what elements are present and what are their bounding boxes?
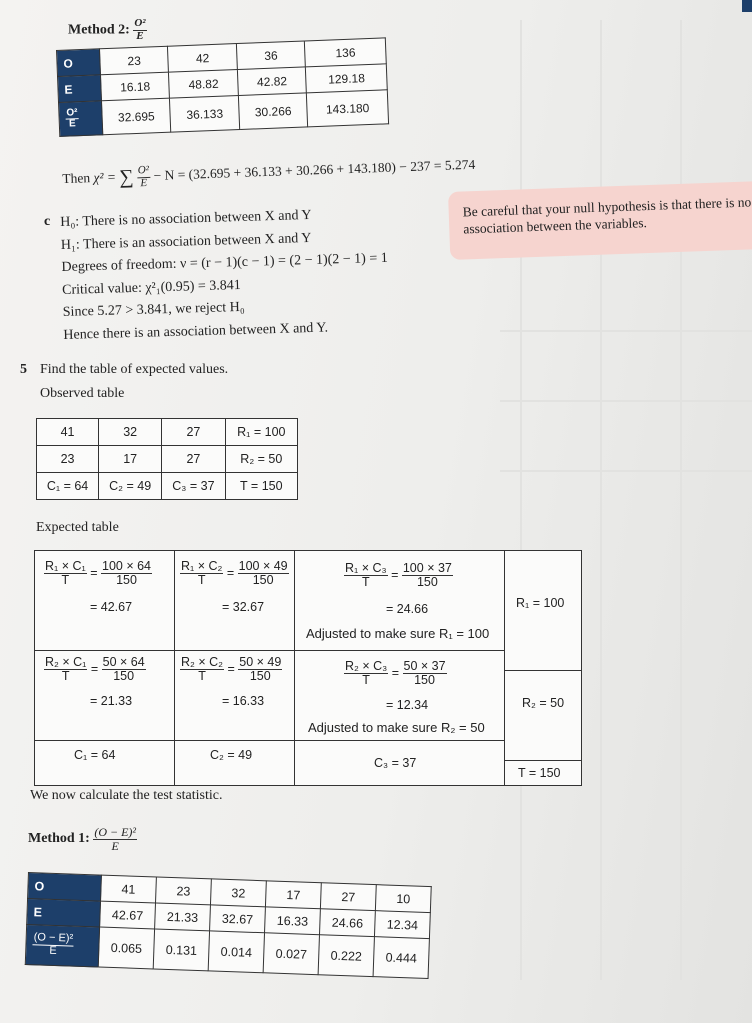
fraction-numerator: 50 × 49 <box>239 655 282 669</box>
column-total: C₁ = 64 <box>74 748 116 762</box>
method2-fraction <box>133 18 146 42</box>
row-label: O <box>57 49 101 77</box>
expected-result: = 12.34 <box>386 698 429 712</box>
part-c-block <box>60 203 390 347</box>
bg-grid-line <box>600 20 602 980</box>
fraction-numerator: (O − E)² <box>33 931 74 946</box>
table-cell: C₂ = 49 <box>99 473 162 500</box>
table-cell: 32 <box>210 879 266 907</box>
adjusted-note: Adjusted to make sure R₂ = 50 <box>308 720 485 735</box>
fraction-denominator: 150 <box>416 575 438 590</box>
table-cell: 12.34 <box>374 911 430 939</box>
fraction-numerator: R₂ × C₃ <box>345 659 388 673</box>
expected-cell-r2c2: $\frac{\text{R₂ × C₂}}{T}$ = $\frac{50 \times 49}{150}$ <box>181 655 282 684</box>
method1-heading-text: Method 1: <box>28 831 90 847</box>
callout-text: Be careful that your null hypothesis is that there is no association between the variables. <box>462 194 752 237</box>
test-stat-text <box>30 788 222 804</box>
adjusted-note: Adjusted to make sure R₁ = 100 <box>306 626 490 641</box>
expected-result: = 21.33 <box>90 694 133 708</box>
q5-number-text: 5 <box>20 362 27 377</box>
expected-cell-r1c1: $\frac{\text{R₁ × C₁}}{T}$ = $\frac{100 \times 64}{150}$ <box>45 559 152 588</box>
rhs-fraction <box>101 560 152 587</box>
chi-prefix: Then <box>62 170 91 187</box>
table-cell: 27 <box>162 446 225 473</box>
lhs-fraction <box>180 656 224 683</box>
q5-question-text: Find the table of expected values. <box>40 362 229 377</box>
table-cell: 10 <box>375 885 431 913</box>
lhs-fraction <box>344 660 388 687</box>
table-cell: 48.82 <box>169 70 238 99</box>
table-cell: 16.33 <box>265 907 321 935</box>
expected-label <box>36 520 119 536</box>
fraction-numerator: R₁ × C₁ <box>45 559 86 573</box>
row-label-fraction <box>65 108 79 130</box>
fraction-numerator: R₁ × C₂ <box>181 559 223 573</box>
part-c-line: H₁: There is an association between X and Y <box>60 230 312 253</box>
chi-fraction <box>137 165 151 190</box>
method2-heading <box>68 18 147 42</box>
fraction-denominator: T <box>197 573 206 588</box>
table-cell: T = 150 <box>225 473 297 500</box>
fraction-denominator: E <box>111 838 119 853</box>
lhs-fraction <box>44 560 87 587</box>
fraction-denominator: T <box>362 673 370 688</box>
table-cell: 0.131 <box>153 929 209 971</box>
row-label: O <box>28 873 102 902</box>
fraction-numerator: 100 × 64 <box>102 559 152 573</box>
bg-grid-line <box>500 470 752 472</box>
method1-heading <box>28 826 137 852</box>
fraction-denominator: T <box>198 669 206 684</box>
table-cell: 23 <box>99 46 168 75</box>
method2-table <box>56 37 389 137</box>
bg-grid-line <box>500 400 752 402</box>
table-cell: 16.18 <box>100 72 169 101</box>
table-cell: 0.027 <box>263 933 319 975</box>
chi-square-line <box>62 154 476 192</box>
table-cell: C₃ = 37 <box>162 473 225 500</box>
table-cell: 41 <box>101 875 157 903</box>
observed-label <box>40 386 124 402</box>
part-c-letter: c <box>44 214 51 229</box>
row-total: R₂ = 50 <box>522 696 565 710</box>
table-cell: C₁ = 64 <box>37 473 99 500</box>
fraction-denominator: 150 <box>249 669 271 684</box>
table-cell: 0.065 <box>98 927 154 969</box>
callout-note <box>448 181 752 260</box>
rhs-fraction <box>238 560 289 587</box>
bg-grid-line <box>500 330 752 332</box>
expected-label-text: Expected table <box>36 520 119 535</box>
rhs-fraction <box>402 562 453 589</box>
q5-question <box>40 362 228 378</box>
table-divider <box>294 550 295 786</box>
fraction-denominator: E <box>136 29 144 42</box>
grand-total: T = 150 <box>518 766 561 780</box>
expected-table <box>34 550 582 786</box>
chi-lhs: χ² = <box>93 169 117 186</box>
table-cell: 17 <box>99 446 162 473</box>
fraction-numerator: 100 × 49 <box>238 559 288 573</box>
fraction-denominator: T <box>361 575 370 590</box>
lhs-fraction <box>44 656 87 683</box>
fraction-denominator: T <box>61 573 70 588</box>
row-label: E <box>58 75 102 103</box>
sigma-symbol: ∑ <box>118 166 134 189</box>
table-cell: 136 <box>305 38 387 67</box>
expected-result: = 32.67 <box>222 600 265 614</box>
column-total: C₂ = 49 <box>210 748 253 762</box>
expected-cell-r1c2: $\frac{\text{R₁ × C₂}}{T}$ = $\frac{100 \times 49}{150}$ <box>181 559 288 588</box>
page-edge-accent <box>742 0 752 12</box>
row-label <box>25 924 99 967</box>
rhs-fraction <box>403 660 447 687</box>
fraction-numerator: 50 × 64 <box>102 655 145 669</box>
fraction-numerator: 100 × 37 <box>402 561 452 575</box>
fraction-denominator: E <box>49 944 57 958</box>
test-stat-text-content: We now calculate the test statistic. <box>30 788 223 803</box>
part-c-line: Hence there is an association between X and Y. <box>63 320 329 343</box>
chi-rest: − N = (32.695 + 36.133 + 30.266 + 143.180) − 237 = 5.274 <box>153 156 476 183</box>
row-label <box>59 101 103 137</box>
table-cell: 21.33 <box>155 903 211 931</box>
rhs-fraction <box>238 656 282 683</box>
fraction-denominator: 150 <box>414 673 435 688</box>
table-cell: 27 <box>162 419 225 446</box>
fraction-numerator: (O − E)² <box>94 825 137 839</box>
table-divider <box>504 760 581 761</box>
fraction-denominator: T <box>61 669 70 684</box>
table-cell: 32.67 <box>210 905 266 933</box>
table-cell: 42 <box>168 44 237 73</box>
expected-result: = 42.67 <box>90 600 133 614</box>
fraction-denominator: E <box>140 176 148 189</box>
part-c-line: Since 5.27 > 3.841, we reject H₀ <box>62 299 245 320</box>
fraction-denominator: 150 <box>116 573 137 588</box>
table-cell: 0.014 <box>208 931 264 973</box>
row-total: R₁ = 100 <box>516 596 565 610</box>
fraction-numerator: R₁ × C₃ <box>345 561 387 575</box>
fraction-denominator: 150 <box>113 669 135 684</box>
table-cell: 30.266 <box>238 93 308 130</box>
table-cell: 36.133 <box>170 96 240 133</box>
fraction-denominator: 150 <box>252 573 274 588</box>
fraction-numerator: O² <box>137 163 150 177</box>
table-divider <box>174 550 175 786</box>
table-cell: 23 <box>37 446 99 473</box>
expected-result: = 24.66 <box>386 602 429 616</box>
table-divider <box>34 740 504 741</box>
table-cell: 32 <box>99 419 162 446</box>
lhs-fraction <box>180 560 223 587</box>
table-cell: 143.180 <box>307 90 389 127</box>
part-c-label <box>44 214 50 230</box>
expected-cell-r2c3: $\frac{\text{R₂ × C₃}}{T}$ = $\frac{50 \times 37}{150}$ <box>345 659 446 688</box>
fraction-numerator: 50 × 37 <box>403 659 446 673</box>
fraction-denominator: E <box>68 118 76 130</box>
row-label-fraction <box>32 933 74 959</box>
table-divider <box>504 670 581 671</box>
method1-fraction <box>93 826 137 852</box>
table-cell: R₂ = 50 <box>225 446 297 473</box>
method1-table <box>25 872 432 979</box>
observed-table <box>36 418 298 500</box>
table-cell: 36 <box>236 41 305 70</box>
observed-label-text: Observed table <box>40 386 125 401</box>
table-cell: 32.695 <box>101 98 171 135</box>
expected-cell-r2c1: $\frac{\text{R₂ × C₁}}{T}$ = $\frac{50 \times 64}{150}$ <box>45 655 145 684</box>
table-divider <box>34 650 504 651</box>
fraction-numerator: O² <box>134 17 146 29</box>
q5-number <box>20 362 27 378</box>
table-cell: R₁ = 100 <box>225 419 297 446</box>
expected-cell-r1c3: $\frac{\text{R₁ × C₃}}{T}$ = $\frac{100 \times 37}{150}$ <box>345 561 452 590</box>
fraction-numerator: R₂ × C₂ <box>181 655 224 669</box>
table-cell: 42.82 <box>237 67 306 96</box>
table-cell: 23 <box>155 877 211 905</box>
table-cell: 17 <box>265 881 321 909</box>
column-total: C₃ = 37 <box>374 756 417 770</box>
part-c-line: Degrees of freedom: ν = (r − 1)(c − 1) = (2 − 1)(2 − 1) = 1 <box>61 250 388 275</box>
table-cell: 0.222 <box>318 935 374 977</box>
rhs-fraction <box>102 656 146 683</box>
method2-heading-text: Method 2: <box>68 22 130 38</box>
table-divider <box>504 550 505 786</box>
part-c-line: Critical value: χ²₁(0.95) = 3.841 <box>61 277 242 298</box>
bg-grid-line <box>680 20 682 980</box>
bg-grid-line <box>520 20 522 980</box>
part-c-line: H₀: There is no association between X and Y <box>60 207 312 230</box>
table-cell: 129.18 <box>306 64 388 93</box>
lhs-fraction <box>344 562 388 589</box>
table-cell: 42.67 <box>100 901 156 929</box>
table-cell: 0.444 <box>373 937 429 979</box>
table-cell: 24.66 <box>319 909 375 937</box>
row-label: E <box>27 899 101 928</box>
table-cell: 27 <box>320 883 376 911</box>
expected-result: = 16.33 <box>222 694 265 708</box>
table-cell: 41 <box>37 419 99 446</box>
fraction-numerator: O² <box>66 106 78 119</box>
fraction-numerator: R₂ × C₁ <box>45 655 87 669</box>
